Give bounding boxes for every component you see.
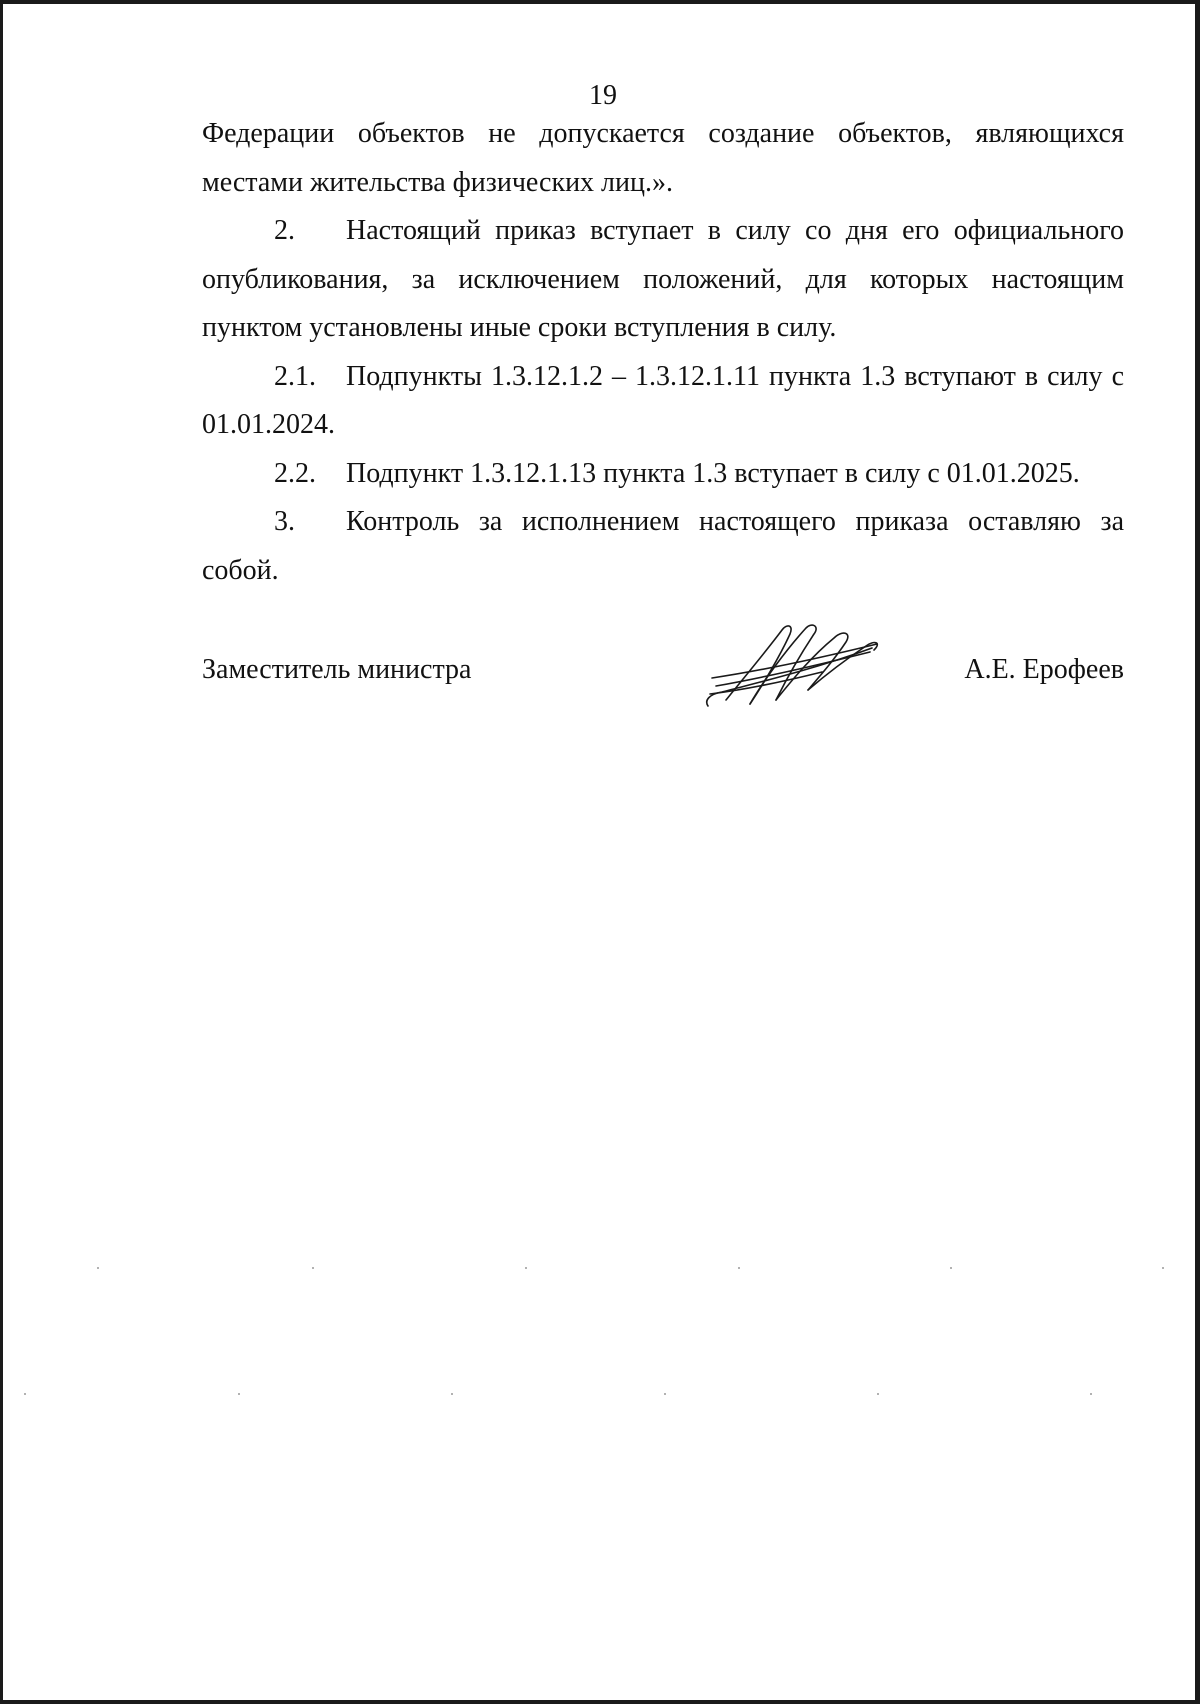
paragraph-text: Настоящий приказ вступает в силу со дня его официального опубликования, за исключением положений, для которых настоящим пунктом установлены иные сроки вступления в силу. (202, 215, 1124, 343)
paragraph-text: Федерации объектов не допускается создание объектов, являющихся местами жительства физических лиц.». (202, 118, 1124, 198)
paragraph-number: 3. (274, 506, 295, 537)
paragraph-number: 2. (274, 215, 295, 246)
page-number: 19 (589, 80, 617, 111)
paragraph-text: Подпункты 1.3.12.1.2 – 1.3.12.1.11 пункта 1.3 вступают в силу с 01.01.2024. (202, 360, 1124, 440)
signatory-name: А.Е. Ерофеев (964, 654, 1124, 685)
paragraph-text: Контроль за исполнением настоящего приказа оставляю за собой. (202, 506, 1124, 586)
signatory-position: Заместитель министра (202, 654, 472, 685)
scan-artifact-dots (3, 4, 1193, 1704)
paragraph-number: 2.1. (274, 360, 316, 392)
paragraph-text: Подпункт 1.3.12.1.13 пункта 1.3 вступает в силу с 01.01.2025. (346, 457, 1080, 489)
paragraph-number: 2.2. (274, 457, 316, 489)
